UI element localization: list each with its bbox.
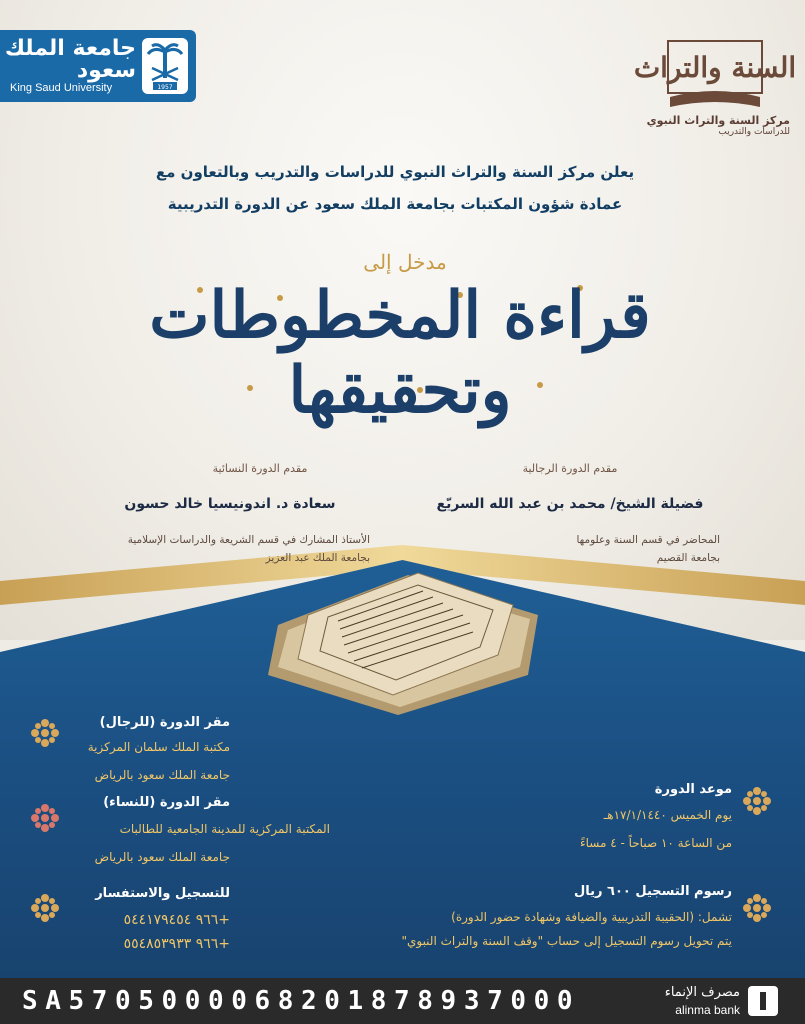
- ornament-flower-icon: [30, 893, 60, 923]
- female-presenter-label: مقدم الدورة النسائية: [212, 462, 308, 475]
- iban-number[interactable]: SA5705000068201878937000: [22, 986, 581, 1016]
- center-subtitle: للدراسات والتدريب: [718, 127, 790, 137]
- venue-men-line-1: مكتبة الملك سلمان المركزية: [87, 740, 230, 754]
- male-presenter-label: مقدم الدورة الرجالية: [522, 462, 618, 475]
- palm-emblem-icon: [142, 38, 188, 94]
- male-presenter-name: فضيلة الشيخ/ محمد بن عبد الله السريّع: [436, 496, 704, 512]
- course-intro: مدخل إلى: [363, 250, 447, 274]
- ksu-logo: [0, 30, 196, 102]
- contact-phone-1[interactable]: +٩٦٦ ٥٤٤١٧٩٤٥٤: [123, 912, 230, 928]
- venue-women-line-1: المكتبة المركزية للمدينة الجامعية للطالبات: [119, 822, 330, 836]
- bank-logo-icon: [748, 986, 778, 1016]
- ornament-flower-icon: [742, 893, 772, 923]
- center-logo: [633, 35, 797, 115]
- announcement-line-2: عمادة شؤون المكتبات بجامعة الملك سعود عن الدورة التدريبية: [167, 195, 623, 213]
- manuscript-image: [258, 555, 548, 720]
- male-presenter-university: بجامعة القصيم: [656, 552, 720, 564]
- venue-men-heading: مقر الدورة (للرجال): [99, 715, 230, 730]
- male-presenter-position: المحاضر في قسم السنة وعلومها: [576, 534, 720, 546]
- fees-includes: تشمل: (الحقيبة التدريبية والضيافة وشهادة حضور الدورة): [451, 910, 732, 924]
- svg-text:1957: 1957: [157, 84, 173, 91]
- ornament-flower-icon: [742, 786, 772, 816]
- ornament-flower-icon: [30, 718, 60, 748]
- venue-women-heading: مقر الدورة (للنساء): [103, 795, 230, 810]
- venue-men-line-2: جامعة الملك سعود بالرياض: [94, 768, 230, 782]
- center-name: مركز السنة والتراث النبوي: [646, 114, 790, 127]
- female-presenter-position: الأستاذ المشارك في قسم الشريعة والدراسات الإسلامية: [127, 534, 370, 546]
- fees-transfer: يتم تحويل رسوم التسجيل إلى حساب "وقف السنة والتراث النبوي": [401, 934, 732, 948]
- announcement-line-1: يعلن مركز السنة والتراث النبوي للدراسات والتدريب وبالتعاون مع: [155, 163, 635, 181]
- fees-heading: رسوم التسجيل ٦٠٠ ريال: [573, 884, 732, 899]
- svg-text:السنة والتراث: السنة والتراث: [633, 51, 797, 84]
- ksu-name-en: King Saud University: [10, 82, 113, 94]
- ksu-name-ar: جامعة الملك سعود: [4, 36, 136, 83]
- female-presenter-name: سعادة د. اندونيسيا خالد حسون: [124, 496, 336, 512]
- venue-women-line-2: جامعة الملك سعود بالرياض: [94, 850, 230, 864]
- course-title: قراءة المخطوطات وتحقيقها: [149, 278, 651, 428]
- contact-phone-2[interactable]: +٩٦٦ ٥٥٤٨٥٣٩٣٣: [123, 936, 230, 952]
- bank-name-ar: مصرف الإنماء: [664, 985, 740, 1000]
- contact-heading: للتسجيل والاستفسار: [95, 886, 230, 901]
- female-presenter-university: بجامعة الملك عبد العزيز: [265, 552, 370, 564]
- schedule-heading: موعد الدورة: [654, 782, 732, 797]
- schedule-time: من الساعة ١٠ صباحاً - ٤ مساءً: [579, 836, 732, 850]
- schedule-date: يوم الخميس ١٧/١/١٤٤٠هـ: [603, 808, 732, 822]
- bank-name-en: alinma bank: [675, 1003, 740, 1017]
